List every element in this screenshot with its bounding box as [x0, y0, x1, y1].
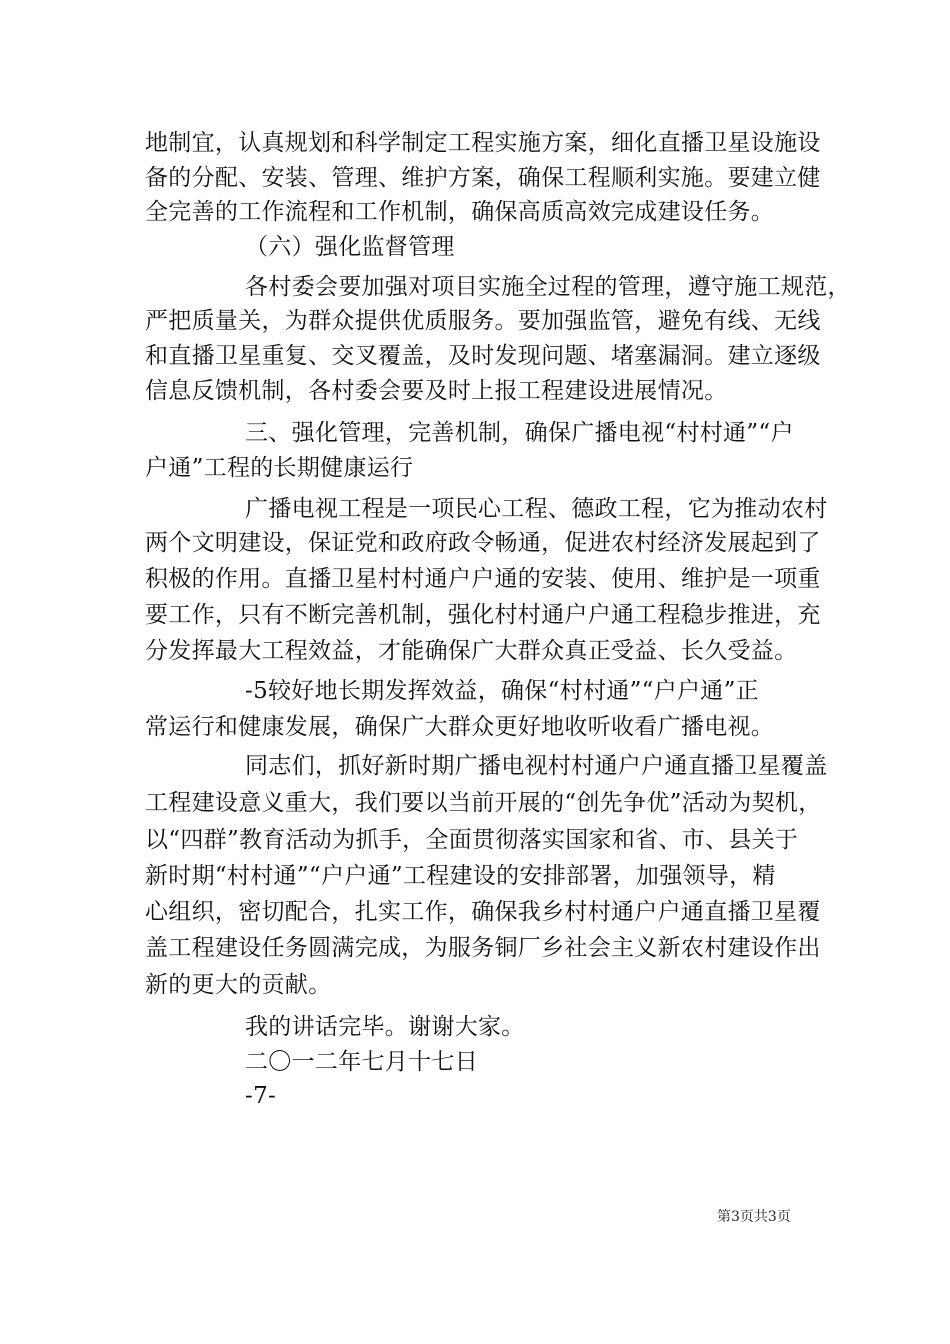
text-line: -5较好地长期发挥效益，确保“村村通”“户户通”正 — [245, 678, 759, 704]
section-heading-continued: 户通”工程的长期健康运行 — [145, 455, 414, 481]
closing-text: 我的讲话完毕。谢谢大家。 — [245, 1014, 525, 1040]
text-line: 工程建设意义重大，我们要以当前开展的“创先争优”活动为契机， — [145, 790, 822, 816]
text-line: 心组织，密切配合，扎实工作，确保我乡村村通户户通直播卫星覆 — [145, 899, 821, 925]
text-line: 积极的作用。直播卫星村村通户户通的安装、使用、维护是一项重 — [145, 566, 821, 592]
text-line: 广播电视工程是一项民心工程、德政工程，它为推动农村 — [245, 496, 828, 522]
section-heading: 三、强化管理，完善机制，确保广播电视“村村通”“户 — [245, 420, 794, 446]
text-line: 常运行和健康发展，确保广大群众更好地收听收看广播电视。 — [145, 714, 775, 740]
text-line: 各村委会要加强对项目实施全过程的管理，遵守施工规范， — [245, 274, 851, 300]
section-heading: （六）强化监督管理 — [245, 234, 455, 260]
text-line: 信息反馈机制，各村委会要及时上报工程建设进展情况。 — [145, 378, 728, 404]
page-number-inline: -7- — [245, 1083, 277, 1109]
text-line: 同志们，抓好新时期广播电视村村通户户通直播卫星覆盖 — [245, 753, 828, 779]
text-line: 和直播卫星重复、交叉覆盖，及时发现问题、堵塞漏洞。建立逐级 — [145, 343, 821, 369]
text-line: 备的分配、安装、管理、维护方案，确保工程顺利实施。要建立健 — [145, 165, 821, 191]
text-line: 地制宜，认真规划和科学制定工程实施方案，细化直播卫星设施设 — [145, 130, 821, 156]
text-line: 两个文明建设，保证党和政府政令畅通，促进农村经济发展起到了 — [145, 530, 821, 556]
text-line: 新时期“村村通”“户户通”工程建设的安排部署，加强领导，精 — [145, 863, 776, 889]
date-line: 二〇一二年七月十七日 — [245, 1049, 478, 1075]
text-line: 以“四群”教育活动为抓手，全面贯彻落实国家和省、市、县关于 — [145, 827, 799, 853]
text-line: 全完善的工作流程和工作机制，确保高质高效完成建设任务。 — [145, 199, 775, 225]
text-line: 分发挥最大工程效益，才能确保广大群众真正受益、长久受益。 — [145, 638, 798, 664]
text-line: 严把质量关，为群众提供优质服务。要加强监管，避免有线、无线 — [145, 308, 821, 334]
text-line: 新的更大的贡献。 — [145, 972, 332, 998]
text-line: 要工作，只有不断完善机制，强化村村通户户通工程稳步推进，充 — [145, 602, 821, 628]
text-line: 盖工程建设任务圆满完成，为服务铜厂乡社会主义新农村建设作出 — [145, 935, 821, 961]
page-footer: 第3页共3页 — [717, 1209, 791, 1225]
